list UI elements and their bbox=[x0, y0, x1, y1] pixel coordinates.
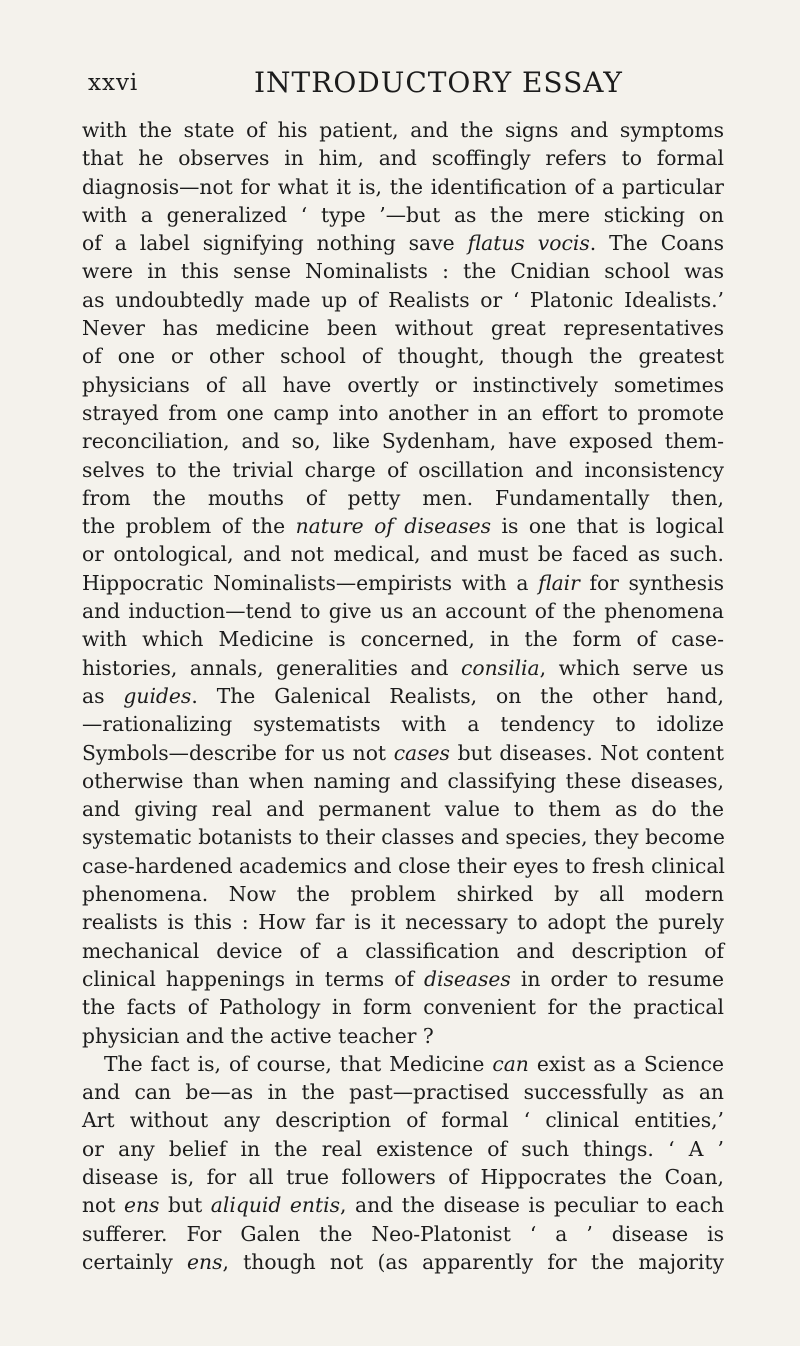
text-segment: Hippocratic Nominalists—empirists with a bbox=[82, 570, 539, 595]
text-segment: and induction—tend to give us an account of the phenomena bbox=[82, 599, 724, 624]
text-segment: sufferer. For Galen the Neo-Platonist ‘ a ’ disease is bbox=[82, 1221, 724, 1246]
text-line bbox=[82, 484, 724, 512]
running-title: INTRODUCTORY ESSAY bbox=[254, 66, 623, 99]
text-line bbox=[82, 682, 724, 710]
text-segment: The fact is, of course, that Medicine bbox=[104, 1051, 493, 1076]
text-segment: that he observes in him, and scoffingly refers to formal bbox=[82, 146, 724, 171]
text-segment: Art without any description of formal ‘ clinical entities,’ bbox=[82, 1108, 724, 1133]
text-line bbox=[82, 201, 724, 229]
text-segment: in order to resume bbox=[510, 966, 724, 991]
text-line bbox=[82, 908, 724, 936]
text-segment: systematic botanists to their classes and species, they become bbox=[82, 825, 725, 850]
text-line bbox=[82, 625, 724, 653]
text-line bbox=[82, 1078, 724, 1106]
text-segment: as undoubtedly made up of Realists or ‘ Platonic Idealists.’ bbox=[82, 287, 724, 312]
text-segment: with a generalized ‘ type ’—but as the mere sticking on bbox=[82, 202, 724, 227]
text-line bbox=[82, 314, 724, 342]
text-line bbox=[82, 427, 724, 455]
text-line bbox=[82, 654, 724, 682]
text-line bbox=[82, 852, 724, 880]
italic-text: consilia bbox=[461, 655, 540, 680]
text-line bbox=[82, 1163, 724, 1191]
body-text bbox=[82, 116, 724, 1276]
text-segment: Symbols—describe for us not bbox=[82, 740, 394, 765]
text-line bbox=[82, 144, 724, 172]
text-segment: for synthesis bbox=[579, 570, 724, 595]
text-line bbox=[82, 257, 724, 285]
text-segment: the facts of Pathology in form convenient for the practical bbox=[82, 995, 724, 1020]
text-line bbox=[82, 512, 724, 540]
italic-text: aliquid entis bbox=[210, 1193, 341, 1218]
text-segment: were in this sense Nominalists : the Cnidian school was bbox=[82, 259, 724, 284]
text-line bbox=[82, 1220, 724, 1248]
text-segment: but diseases. Not content bbox=[449, 740, 725, 765]
text-line bbox=[82, 1106, 724, 1134]
text-segment: of a label signifying nothing save bbox=[82, 231, 468, 256]
text-line bbox=[82, 286, 724, 314]
text-line bbox=[82, 371, 724, 399]
text-line bbox=[82, 569, 724, 597]
text-segment: , and the disease is peculiar to each bbox=[340, 1193, 725, 1218]
text-segment: phenomena. Now the problem shirked by all modern bbox=[82, 882, 724, 907]
text-line bbox=[82, 540, 724, 568]
text-segment: but bbox=[159, 1193, 211, 1218]
text-segment: not bbox=[82, 1193, 124, 1218]
text-line bbox=[82, 1248, 724, 1276]
text-segment: from the mouths of petty men. Fundamentally then, bbox=[82, 485, 724, 510]
text-segment: diagnosis—not for what it is, the identification of a particular bbox=[82, 174, 724, 199]
page-number: xxvi bbox=[88, 70, 139, 96]
italic-text: nature of diseases bbox=[295, 514, 492, 539]
text-segment: Never has medicine been without great representatives bbox=[82, 316, 724, 341]
text-segment: —rationalizing systematists with a tendency to idolize bbox=[82, 712, 724, 737]
text-line bbox=[82, 1191, 724, 1219]
text-segment: exist as a Science bbox=[528, 1051, 725, 1076]
text-line bbox=[82, 1022, 724, 1050]
italic-text: can bbox=[492, 1051, 529, 1076]
italic-text: ens bbox=[187, 1249, 223, 1274]
text-line bbox=[82, 1135, 724, 1163]
text-segment: selves to the trivial charge of oscillation and inconsistency bbox=[82, 457, 724, 482]
text-line bbox=[82, 456, 724, 484]
text-segment: certainly bbox=[82, 1249, 187, 1274]
text-segment: , though not (as apparently for the majority bbox=[222, 1249, 724, 1274]
text-line bbox=[82, 965, 724, 993]
text-segment: strayed from one camp into another in an effort to promote bbox=[82, 400, 724, 425]
text-segment: otherwise than when naming and classifying these diseases, bbox=[82, 768, 724, 793]
text-segment: the problem of the bbox=[82, 514, 296, 539]
text-segment: or ontological, and not medical, and must be faced as such. bbox=[82, 542, 724, 567]
text-segment: with which Medicine is concerned, in the form of case- bbox=[82, 627, 724, 652]
text-segment: realists is this : How far is it necessary to adopt the purely bbox=[82, 910, 724, 935]
text-segment: with the state of his patient, and the signs and symptoms bbox=[82, 118, 724, 142]
text-line bbox=[82, 993, 724, 1021]
text-segment: physician and the active teacher ? bbox=[82, 1023, 434, 1048]
text-segment: as bbox=[82, 683, 124, 708]
text-segment: or any belief in the real existence of such things. ‘ A ’ bbox=[82, 1136, 724, 1161]
text-segment: case-hardened academics and close their eyes to fresh clinical bbox=[82, 853, 725, 878]
italic-text: diseases bbox=[424, 966, 511, 991]
text-line bbox=[82, 795, 724, 823]
italic-text: flatus vocis bbox=[467, 231, 590, 256]
text-line bbox=[82, 937, 724, 965]
text-line bbox=[82, 739, 724, 767]
text-line bbox=[82, 710, 724, 738]
text-segment: physicians of all have overtly or instinctively sometimes bbox=[82, 372, 724, 397]
text-line bbox=[82, 880, 724, 908]
text-line bbox=[82, 597, 724, 625]
text-segment: disease is, for all true followers of Hippocrates the Coan, bbox=[82, 1164, 724, 1189]
text-line bbox=[82, 399, 724, 427]
text-line bbox=[82, 342, 724, 370]
running-head bbox=[88, 66, 728, 110]
italic-text: guides bbox=[123, 683, 192, 708]
text-segment: and giving real and permanent value to them as do the bbox=[82, 797, 724, 822]
text-line bbox=[82, 767, 724, 795]
italic-text: flair bbox=[538, 570, 580, 595]
text-segment: histories, annals, generalities and bbox=[82, 655, 462, 680]
text-segment: , which serve us bbox=[539, 655, 724, 680]
text-line bbox=[82, 116, 724, 144]
text-line bbox=[82, 173, 724, 201]
text-segment: and can be—as in the past—practised successfully as an bbox=[82, 1080, 724, 1105]
text-segment: of one or other school of thought, though the greatest bbox=[82, 344, 724, 369]
text-segment: . The Galenical Realists, on the other hand, bbox=[191, 683, 724, 708]
text-segment: reconciliation, and so, like Sydenham, have exposed them- bbox=[82, 429, 724, 454]
text-line bbox=[82, 823, 724, 851]
italic-text: cases bbox=[393, 740, 450, 765]
italic-text: ens bbox=[123, 1193, 160, 1218]
text-segment: is one that is logical bbox=[491, 514, 724, 539]
text-line bbox=[82, 1050, 724, 1078]
text-line bbox=[82, 229, 724, 257]
text-segment: mechanical device of a classification and description of bbox=[82, 938, 724, 963]
text-segment: clinical happenings in terms of bbox=[82, 966, 425, 991]
text-segment: . The Coans bbox=[589, 231, 725, 256]
